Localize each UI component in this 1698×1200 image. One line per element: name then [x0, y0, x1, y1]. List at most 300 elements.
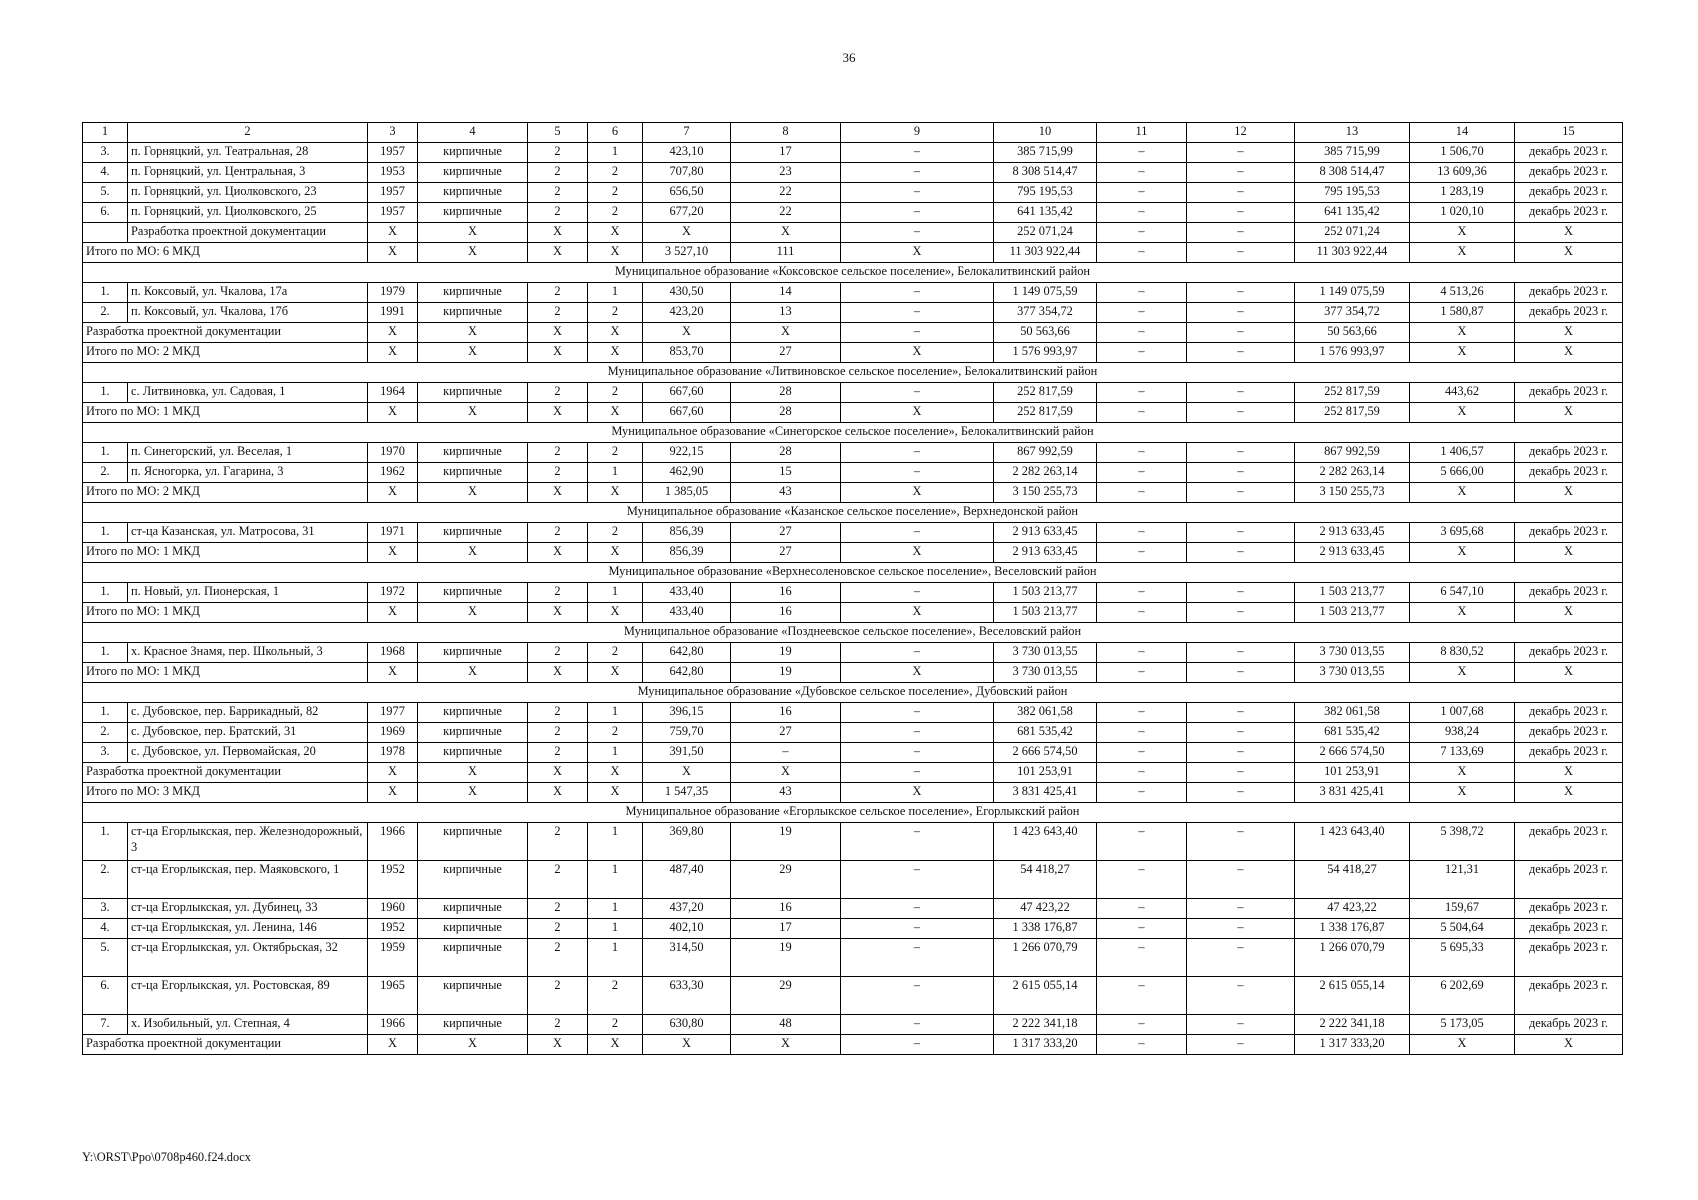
table-cell: 43: [731, 783, 841, 803]
table-row: [83, 463, 1623, 483]
table-cell: 1 283,19: [1410, 183, 1515, 203]
table-cell: 2 282 263,14: [994, 463, 1097, 483]
table-cell: декабрь 2023 г.: [1515, 977, 1623, 1015]
table-cell: 2 615 055,14: [994, 977, 1097, 1015]
table-cell: 22: [731, 203, 841, 223]
table-cell: 642,80: [643, 643, 731, 663]
table-cell: 1.: [83, 283, 128, 303]
table-cell: X: [368, 763, 418, 783]
table-cell: 3 695,68: [1410, 523, 1515, 543]
table-cell: 19: [731, 663, 841, 683]
table-cell: –: [841, 143, 994, 163]
page-number: 36: [842, 50, 856, 65]
column-number-cell: 13: [1295, 123, 1410, 143]
table-cell: декабрь 2023 г.: [1515, 919, 1623, 939]
table-row: [83, 643, 1623, 663]
address-cell: п. Новый, ул. Пионерская, 1: [128, 583, 368, 603]
table-cell: декабрь 2023 г.: [1515, 143, 1623, 163]
municipality-section-row: [83, 623, 1623, 643]
table-cell: кирпичные: [418, 919, 528, 939]
table-cell: –: [1097, 1035, 1187, 1055]
table-cell: 5 173,05: [1410, 1015, 1515, 1035]
table-cell: –: [1097, 483, 1187, 503]
table-cell: –: [731, 743, 841, 763]
table-cell: 7 133,69: [1410, 743, 1515, 763]
table-cell: 2.: [83, 463, 128, 483]
address-cell: п. Синегорский, ул. Веселая, 1: [128, 443, 368, 463]
table-cell: –: [841, 583, 994, 603]
table-cell: X: [418, 323, 528, 343]
table-cell: X: [368, 343, 418, 363]
table-cell: 1957: [368, 183, 418, 203]
table-cell: кирпичные: [418, 823, 528, 861]
table-cell: 1 266 070,79: [994, 939, 1097, 977]
table-cell: 3 730 013,55: [994, 663, 1097, 683]
table-cell: 430,50: [643, 283, 731, 303]
table-cell: 1971: [368, 523, 418, 543]
table-cell: X: [1515, 243, 1623, 263]
table-cell: 19: [731, 939, 841, 977]
municipality-title: Муниципальное образование «Литвиновское сельское поселение», Белокалитвинский район: [83, 363, 1623, 383]
table-cell: –: [1187, 919, 1295, 939]
table-cell: 385 715,99: [1295, 143, 1410, 163]
table-cell: –: [1097, 783, 1187, 803]
table-cell: 5 666,00: [1410, 463, 1515, 483]
summary-row: [83, 323, 1623, 343]
table-cell: 2: [528, 463, 588, 483]
address-cell: х. Красное Знамя, пер. Школьный, 3: [128, 643, 368, 663]
table-cell: X: [368, 323, 418, 343]
table-cell: 1 580,87: [1410, 303, 1515, 323]
address-cell: с. Дубовское, пер. Баррикадный, 82: [128, 703, 368, 723]
table-cell: 1: [588, 703, 643, 723]
housing-repair-table: [82, 122, 1623, 1055]
table-row: [83, 143, 1623, 163]
table-cell: X: [841, 663, 994, 683]
table-cell: декабрь 2023 г.: [1515, 163, 1623, 183]
column-number-cell: 8: [731, 123, 841, 143]
table-cell: 642,80: [643, 663, 731, 683]
table-cell: 2 666 574,50: [1295, 743, 1410, 763]
table-cell: –: [841, 899, 994, 919]
table-cell: –: [1097, 523, 1187, 543]
table-cell: 385 715,99: [994, 143, 1097, 163]
table-row: [83, 303, 1623, 323]
table-cell: 1: [588, 899, 643, 919]
table-cell: –: [1097, 823, 1187, 861]
table-cell: –: [841, 523, 994, 543]
table-cell: –: [1187, 143, 1295, 163]
table-cell: 2 913 633,45: [1295, 523, 1410, 543]
table-cell: 3 831 425,41: [1295, 783, 1410, 803]
table-cell: кирпичные: [418, 203, 528, 223]
table-cell: X: [1515, 483, 1623, 503]
summary-row: [83, 403, 1623, 423]
table-cell: 2: [528, 203, 588, 223]
table-cell: X: [418, 1035, 528, 1055]
table-cell: 3.: [83, 143, 128, 163]
table-cell: 252 817,59: [1295, 383, 1410, 403]
summary-label: Итого по МО: 1 МКД: [83, 543, 368, 563]
table-cell: 656,50: [643, 183, 731, 203]
table-cell: 121,31: [1410, 861, 1515, 899]
summary-row: [83, 543, 1623, 563]
table-cell: декабрь 2023 г.: [1515, 303, 1623, 323]
table-cell: 14: [731, 283, 841, 303]
table-cell: 16: [731, 583, 841, 603]
table-cell: X: [1410, 543, 1515, 563]
table-cell: –: [1097, 763, 1187, 783]
table-cell: –: [1097, 919, 1187, 939]
table-cell: –: [1187, 243, 1295, 263]
column-number-cell: 9: [841, 123, 994, 143]
table-cell: –: [1187, 383, 1295, 403]
table-cell: 252 817,59: [994, 403, 1097, 423]
table-cell: X: [643, 1035, 731, 1055]
table-cell: 759,70: [643, 723, 731, 743]
municipality-title: Муниципальное образование «Верхнесоленовское сельское поселение», Веселовский район: [83, 563, 1623, 583]
table-cell: –: [1187, 823, 1295, 861]
summary-label: Итого по МО: 3 МКД: [83, 783, 368, 803]
table-cell: кирпичные: [418, 443, 528, 463]
table-cell: X: [1515, 543, 1623, 563]
table-cell: 48: [731, 1015, 841, 1035]
table-cell: 2 913 633,45: [1295, 543, 1410, 563]
table-cell: X: [588, 343, 643, 363]
table-cell: кирпичные: [418, 583, 528, 603]
table-cell: 1952: [368, 919, 418, 939]
table-cell: 856,39: [643, 543, 731, 563]
table-cell: 2: [588, 977, 643, 1015]
table-cell: 27: [731, 343, 841, 363]
table-cell: X: [368, 243, 418, 263]
table-cell: 1 503 213,77: [1295, 603, 1410, 623]
table-cell: X: [1410, 483, 1515, 503]
table-cell: 2: [588, 643, 643, 663]
table-cell: кирпичные: [418, 283, 528, 303]
table-cell: X: [418, 403, 528, 423]
table-cell: 2: [528, 283, 588, 303]
table-cell: 29: [731, 861, 841, 899]
address-cell: п. Коксовый, ул. Чкалова, 17а: [128, 283, 368, 303]
table-cell: 1: [588, 861, 643, 899]
table-cell: –: [1097, 183, 1187, 203]
table-cell: 50 563,66: [994, 323, 1097, 343]
table-cell: 2: [528, 1015, 588, 1035]
table-cell: 1 149 075,59: [994, 283, 1097, 303]
table-cell: декабрь 2023 г.: [1515, 703, 1623, 723]
table-cell: кирпичные: [418, 183, 528, 203]
table-cell: 5.: [83, 183, 128, 203]
table-cell: 11 303 922,44: [994, 243, 1097, 263]
table-cell: X: [588, 763, 643, 783]
table-cell: X: [1410, 223, 1515, 243]
table-cell: 101 253,91: [994, 763, 1097, 783]
table-cell: кирпичные: [418, 723, 528, 743]
summary-label: Итого по МО: 1 МКД: [83, 663, 368, 683]
table-cell: –: [1187, 939, 1295, 977]
table-row: [83, 383, 1623, 403]
table-cell: кирпичные: [418, 939, 528, 977]
table-cell: X: [528, 783, 588, 803]
summary-row: [83, 763, 1623, 783]
table-cell: –: [841, 223, 994, 243]
table-cell: –: [1097, 663, 1187, 683]
table-cell: декабрь 2023 г.: [1515, 743, 1623, 763]
table-cell: 54 418,27: [1295, 861, 1410, 899]
municipality-section-row: [83, 683, 1623, 703]
table-cell: 27: [731, 523, 841, 543]
table-cell: 19: [731, 643, 841, 663]
table-cell: –: [1187, 403, 1295, 423]
table-cell: –: [1097, 463, 1187, 483]
table-cell: 2: [528, 823, 588, 861]
table-cell: 54 418,27: [994, 861, 1097, 899]
table-cell: 1965: [368, 977, 418, 1015]
table-cell: 2: [588, 203, 643, 223]
table-cell: –: [1187, 1015, 1295, 1035]
table-cell: 2.: [83, 861, 128, 899]
table-cell: декабрь 2023 г.: [1515, 443, 1623, 463]
table-cell: 3 527,10: [643, 243, 731, 263]
table-cell: X: [588, 663, 643, 683]
table-cell: –: [1187, 203, 1295, 223]
table-cell: 1.: [83, 383, 128, 403]
table-cell: X: [418, 483, 528, 503]
municipality-title: Муниципальное образование «Дубовское сельское поселение», Дубовский район: [83, 683, 1623, 703]
table-cell: 47 423,22: [994, 899, 1097, 919]
table-cell: 1 385,05: [643, 483, 731, 503]
table-cell: 1 338 176,87: [994, 919, 1097, 939]
table-row: [83, 163, 1623, 183]
table-cell: X: [588, 223, 643, 243]
address-cell: ст-ца Егорлыкская, пер. Железнодорожный, 3: [128, 823, 368, 861]
table-cell: 1960: [368, 899, 418, 919]
table-cell: 2: [528, 939, 588, 977]
table-cell: 8 830,52: [1410, 643, 1515, 663]
column-number-cell: 12: [1187, 123, 1295, 143]
table-cell: 2: [528, 523, 588, 543]
table-cell: кирпичные: [418, 143, 528, 163]
table-cell: –: [1097, 143, 1187, 163]
table-row: [83, 861, 1623, 899]
table-cell: 314,50: [643, 939, 731, 977]
table-cell: 1 423 643,40: [994, 823, 1097, 861]
table-cell: X: [588, 783, 643, 803]
table-cell: 43: [731, 483, 841, 503]
table-cell: –: [1097, 343, 1187, 363]
table-cell: 856,39: [643, 523, 731, 543]
table-cell: 1953: [368, 163, 418, 183]
table-cell: декабрь 2023 г.: [1515, 823, 1623, 861]
table-cell: X: [418, 603, 528, 623]
table-cell: кирпичные: [418, 303, 528, 323]
table-cell: –: [1187, 483, 1295, 503]
table-cell: 677,20: [643, 203, 731, 223]
table-cell: 1966: [368, 1015, 418, 1035]
table-cell: 2: [588, 303, 643, 323]
table-cell: –: [1097, 303, 1187, 323]
table-cell: X: [841, 403, 994, 423]
column-number-cell: 6: [588, 123, 643, 143]
table-cell: 1964: [368, 383, 418, 403]
table-cell: 667,60: [643, 403, 731, 423]
table-cell: X: [368, 543, 418, 563]
table-cell: X: [731, 223, 841, 243]
table-cell: 795 195,53: [994, 183, 1097, 203]
table-cell: 1 266 070,79: [1295, 939, 1410, 977]
table-cell: 7.: [83, 1015, 128, 1035]
table-cell: X: [1515, 343, 1623, 363]
table-cell: 101 253,91: [1295, 763, 1410, 783]
table-cell: 433,40: [643, 583, 731, 603]
table-cell: 17: [731, 143, 841, 163]
address-cell: ст-ца Егорлыкская, ул. Октябрьская, 32: [128, 939, 368, 977]
table-cell: декабрь 2023 г.: [1515, 463, 1623, 483]
table-cell: декабрь 2023 г.: [1515, 861, 1623, 899]
table-cell: 1 317 333,20: [994, 1035, 1097, 1055]
table-cell: X: [528, 603, 588, 623]
table-cell: 443,62: [1410, 383, 1515, 403]
column-number-cell: 1: [83, 123, 128, 143]
table-cell: 867 992,59: [994, 443, 1097, 463]
table-cell: 2: [528, 899, 588, 919]
table-cell: декабрь 2023 г.: [1515, 643, 1623, 663]
table-cell: декабрь 2023 г.: [1515, 523, 1623, 543]
table-cell: 16: [731, 899, 841, 919]
table-cell: X: [841, 543, 994, 563]
table-cell: 1.: [83, 823, 128, 861]
table-cell: 2: [528, 183, 588, 203]
summary-row: [83, 1035, 1623, 1055]
address-cell: п. Горняцкий, ул. Циолковского, 23: [128, 183, 368, 203]
column-number-cell: 10: [994, 123, 1097, 143]
table-cell: X: [528, 1035, 588, 1055]
table-cell: –: [1187, 163, 1295, 183]
table-cell: 369,80: [643, 823, 731, 861]
table-cell: кирпичные: [418, 643, 528, 663]
table-cell: 938,24: [1410, 723, 1515, 743]
table-cell: X: [731, 323, 841, 343]
municipality-title: Муниципальное образование «Синегорское сельское поселение», Белокалитвинский район: [83, 423, 1623, 443]
table-cell: –: [1187, 763, 1295, 783]
table-cell: X: [528, 763, 588, 783]
table-cell: 19: [731, 823, 841, 861]
table-cell: 1977: [368, 703, 418, 723]
table-cell: X: [588, 543, 643, 563]
table-cell: X: [588, 243, 643, 263]
summary-label: Итого по МО: 2 МКД: [83, 483, 368, 503]
address-cell: Разработка проектной документации: [128, 223, 368, 243]
table-cell: 2.: [83, 723, 128, 743]
table-cell: 1966: [368, 823, 418, 861]
table-cell: –: [841, 643, 994, 663]
table-cell: X: [1410, 1035, 1515, 1055]
table-cell: –: [1097, 643, 1187, 663]
table-cell: кирпичные: [418, 463, 528, 483]
table-row: [83, 443, 1623, 463]
table-cell: X: [643, 223, 731, 243]
table-cell: 1.: [83, 703, 128, 723]
table-cell: 50 563,66: [1295, 323, 1410, 343]
table-cell: 6.: [83, 203, 128, 223]
table-cell: 13: [731, 303, 841, 323]
table-cell: –: [1187, 543, 1295, 563]
table-cell: 5 398,72: [1410, 823, 1515, 861]
table-cell: 382 061,58: [1295, 703, 1410, 723]
table-cell: 1 406,57: [1410, 443, 1515, 463]
table-cell: X: [841, 783, 994, 803]
table-cell: 2: [528, 163, 588, 183]
file-path-footer: Y:\ORST\Ppo\0708p460.f24.docx: [82, 1150, 251, 1164]
table-row: [83, 223, 1623, 243]
table-cell: кирпичные: [418, 977, 528, 1015]
summary-row: [83, 663, 1623, 683]
table-cell: [83, 223, 128, 243]
table-cell: X: [1515, 783, 1623, 803]
municipality-section-row: [83, 563, 1623, 583]
table-cell: –: [1187, 703, 1295, 723]
table-cell: 3 150 255,73: [1295, 483, 1410, 503]
table-cell: X: [1515, 663, 1623, 683]
table-cell: 2: [528, 861, 588, 899]
table-cell: 1.: [83, 643, 128, 663]
table-cell: декабрь 2023 г.: [1515, 723, 1623, 743]
table-cell: 2: [588, 1015, 643, 1035]
table-cell: 2 615 055,14: [1295, 977, 1410, 1015]
table-cell: 867 992,59: [1295, 443, 1410, 463]
table-cell: X: [528, 223, 588, 243]
table-cell: декабрь 2023 г.: [1515, 183, 1623, 203]
table-cell: декабрь 2023 г.: [1515, 939, 1623, 977]
table-cell: 1 576 993,97: [1295, 343, 1410, 363]
table-cell: 1: [588, 919, 643, 939]
table-cell: кирпичные: [418, 383, 528, 403]
address-cell: с. Литвиновка, ул. Садовая, 1: [128, 383, 368, 403]
summary-row: [83, 243, 1623, 263]
table-cell: X: [1515, 403, 1623, 423]
table-cell: 423,10: [643, 143, 731, 163]
summary-label: Итого по МО: 1 МКД: [83, 603, 368, 623]
table-cell: X: [368, 783, 418, 803]
table-cell: 3 730 013,55: [994, 643, 1097, 663]
table-cell: X: [528, 243, 588, 263]
table-cell: X: [528, 343, 588, 363]
table-cell: –: [1187, 723, 1295, 743]
table-cell: 462,90: [643, 463, 731, 483]
table-cell: –: [1187, 183, 1295, 203]
address-cell: х. Изобильный, ул. Степная, 4: [128, 1015, 368, 1035]
table-cell: 433,40: [643, 603, 731, 623]
table-cell: 1957: [368, 143, 418, 163]
table-cell: X: [731, 763, 841, 783]
table-cell: 6 547,10: [1410, 583, 1515, 603]
table-cell: декабрь 2023 г.: [1515, 283, 1623, 303]
table-cell: X: [588, 483, 643, 503]
table-cell: 2: [588, 723, 643, 743]
summary-row: [83, 603, 1623, 623]
table-cell: 2 282 263,14: [1295, 463, 1410, 483]
table-cell: –: [841, 183, 994, 203]
table-cell: –: [1097, 243, 1187, 263]
table-cell: X: [1410, 323, 1515, 343]
table-cell: X: [643, 763, 731, 783]
table-cell: –: [1187, 603, 1295, 623]
table-cell: кирпичные: [418, 1015, 528, 1035]
table-cell: декабрь 2023 г.: [1515, 583, 1623, 603]
table-cell: 2 222 341,18: [1295, 1015, 1410, 1035]
table-cell: –: [841, 977, 994, 1015]
